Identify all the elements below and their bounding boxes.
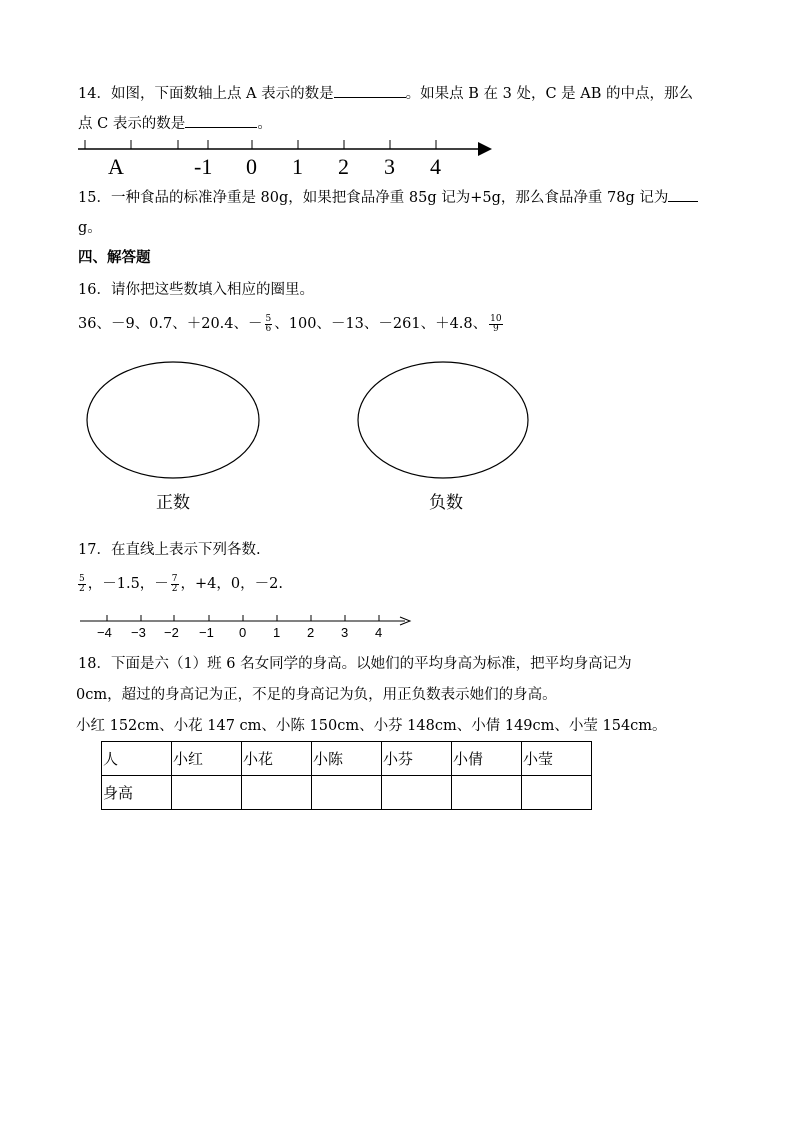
- positive-label: 正数: [156, 493, 190, 513]
- answer-cell[interactable]: [312, 776, 382, 810]
- table-cell: 小花: [242, 742, 312, 776]
- axis-tick-label: 3: [341, 625, 349, 640]
- axis-tick-label: −3: [131, 625, 146, 640]
- q17-text-b: ，+4，0，－2.: [180, 576, 283, 592]
- fraction-numerator: 10: [490, 313, 502, 324]
- fraction-denominator: 2: [79, 583, 85, 594]
- q17-fraction-5-2: [78, 575, 86, 594]
- q14-text-d: 。: [257, 116, 272, 132]
- fraction-numerator: 7: [171, 573, 178, 584]
- axis-tick-label: 1: [273, 625, 281, 640]
- section-title: 四、解答题: [78, 250, 151, 266]
- table-cell: 身高: [102, 776, 172, 810]
- axis-label-4: 4: [430, 154, 441, 179]
- table-row: [102, 776, 592, 810]
- positive-oval[interactable]: [87, 362, 259, 478]
- q17-numbers: [76, 574, 283, 594]
- q16-numbers: [78, 314, 505, 334]
- table-cell: 人: [102, 742, 172, 776]
- fraction-denominator: 2: [171, 583, 178, 594]
- q14-text-b: 。如果点 B 在 3 处，C 是 AB 的中点，那么: [405, 86, 694, 102]
- axis-tick-label: 2: [307, 625, 315, 640]
- table-cell: 小莹: [522, 742, 592, 776]
- q14-line1: [78, 83, 693, 104]
- answer-cell[interactable]: [172, 776, 242, 810]
- q14-blank-a[interactable]: [334, 83, 406, 98]
- axis-tick-label: −1: [199, 625, 214, 640]
- negative-oval[interactable]: [358, 362, 528, 478]
- q15-blank[interactable]: [668, 187, 698, 202]
- answer-cell[interactable]: [522, 776, 592, 810]
- q14-blank-b[interactable]: [185, 113, 257, 128]
- q18-line3: 小红 152cm、小花 147 cm、小陈 150cm、小芬 148cm、小倩 149cm、小莹 154cm。: [76, 718, 667, 734]
- answer-cell[interactable]: [452, 776, 522, 810]
- q15-line1: [78, 187, 698, 208]
- q16-fraction-10-9: [489, 315, 502, 334]
- q18-line1: 18．下面是六（1）班 6 名女同学的身高。以她们的平均身高为标准，把平均身高记为: [78, 656, 632, 672]
- answer-cell[interactable]: [382, 776, 452, 810]
- axis-tick-label: −2: [164, 625, 179, 640]
- axis-label-2: 2: [338, 154, 349, 179]
- q16-prompt: 16．请你把这些数填入相应的圈里。: [78, 282, 314, 298]
- fraction-numerator: 5: [265, 313, 272, 324]
- q14-line2: [78, 113, 272, 134]
- axis-label-neg1: -1: [194, 154, 213, 179]
- fraction-denominator: 9: [493, 323, 499, 334]
- axis-tick-label: 4: [375, 625, 383, 640]
- q16-circles: [0, 360, 794, 485]
- q17-prompt: 17．在直线上表示下列各数.: [78, 542, 261, 558]
- q15-line2: g。: [78, 220, 102, 236]
- q16-numbers-text-a: 36、－9、0.7、＋20.4、－: [78, 316, 263, 332]
- table-cell: 小红: [172, 742, 242, 776]
- height-table: [101, 741, 592, 810]
- q18-line2: 0cm，超过的身高记为正，不足的身高记为负，用正负数表示她们的身高。: [76, 687, 557, 703]
- axis-label-1: 1: [292, 154, 303, 179]
- axis-tick-label: −4: [97, 625, 112, 640]
- q14-text-c: 点 C 表示的数是: [78, 116, 186, 132]
- q14-text-a: 14．如图，下面数轴上点 A 表示的数是: [78, 86, 334, 102]
- fraction-numerator: 5: [79, 573, 85, 584]
- table-header-row: [102, 742, 592, 776]
- axis-arrow-icon: [478, 142, 492, 156]
- answer-cell[interactable]: [242, 776, 312, 810]
- table-cell: 小陈: [312, 742, 382, 776]
- q17-text-a: ，－1.5，－: [87, 576, 169, 592]
- q17-fraction-7-2: [171, 575, 179, 594]
- table-cell: 小芬: [382, 742, 452, 776]
- axis-label-3: 3: [384, 154, 395, 179]
- q16-fraction-5-6: [265, 315, 273, 334]
- q17-number-line[interactable]: [0, 612, 794, 632]
- fraction-denominator: 6: [265, 323, 272, 334]
- table-cell: 小倩: [452, 742, 522, 776]
- negative-label: 负数: [429, 493, 463, 513]
- axis-tick-label: 0: [239, 625, 247, 640]
- axis-label-0: 0: [246, 154, 257, 179]
- q15-text: 15．一种食品的标准净重是 80g，如果把食品净重 85g 记为+5g，那么食品净重 78g 记为: [78, 190, 669, 206]
- q16-numbers-text-b: 、100、－13、－261、＋4.8、: [274, 316, 488, 332]
- axis-label-A: A: [108, 154, 124, 179]
